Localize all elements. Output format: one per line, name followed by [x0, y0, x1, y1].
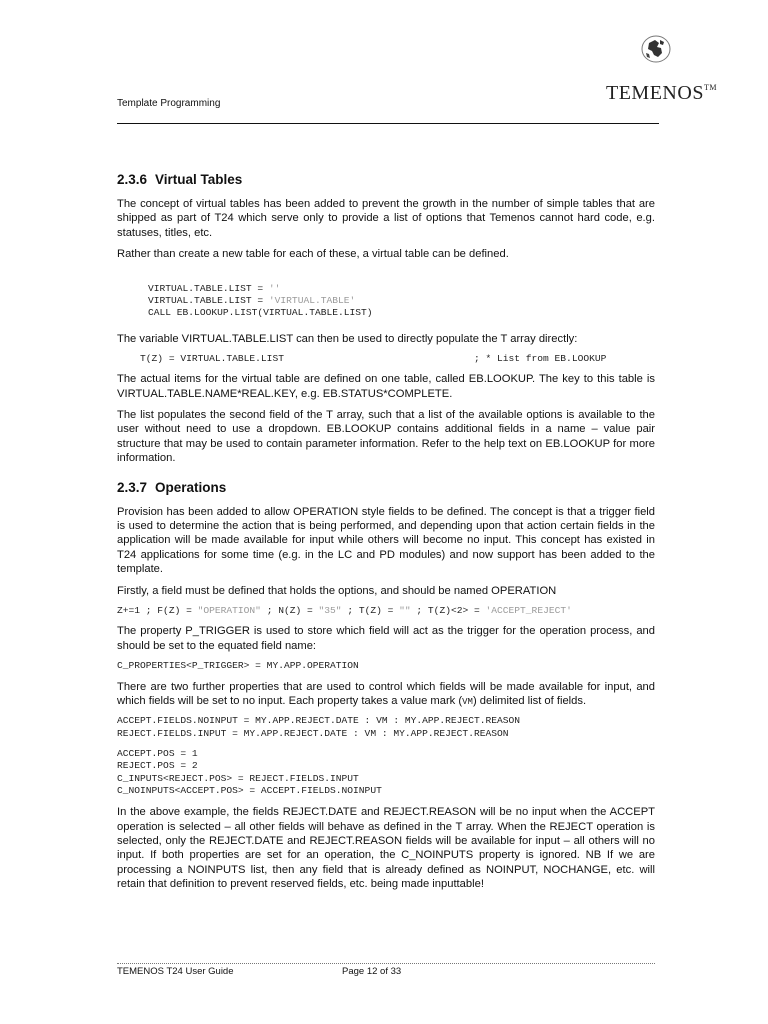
paragraph: There are two further properties that are used to control which fields will be made available for input, and which fields will be set to no input. Each property takes a value mark (VM) delimited list of fields. [117, 680, 655, 707]
trademark-mark: TM [703, 83, 717, 92]
code-block-field-lists: ACCEPT.FIELDS.NOINPUT = MY.APP.REJECT.DATE : VM : MY.APP.REJECT.REASON REJECT.FIELDS.INPUT = MY.APP.REJECT.DATE : VM : MY.APP.REJECT.REASON [117, 715, 521, 739]
code-line-operation-field: Z+=1 ; F(Z) = "OPERATION" ; N(Z) = "35" ; T(Z) = "" ; T(Z)<2> = 'ACCEPT_REJECT' [117, 605, 572, 617]
code-line-t-array: T(Z) = VIRTUAL.TABLE.LIST ; * List from EB.LOOKUP [117, 352, 607, 364]
section-title: Operations [155, 479, 227, 495]
code-line-trigger: C_PROPERTIES<P_TRIGGER> = MY.APP.OPERATION [117, 660, 359, 672]
globe-logo-icon [640, 34, 672, 64]
logo-wordmark: TEMENOS™ [606, 82, 717, 104]
paragraph: Provision has been added to allow OPERATION style fields to be defined. The concept is that a trigger field is used to determine the action that is being performed, and depending upon that action certain fields in the application will be made available for input while others will become no input. This concept has existed in T24 applications for some time (e.g. in the LC and PD modules) and now support has been added to the template. [117, 505, 655, 576]
section-number: 2.3.7 [117, 479, 148, 495]
footer-rule [117, 963, 655, 964]
paragraph: The concept of virtual tables has been added to prevent the growth in the number of simple tables that are shipped as part of T24 which serve only to provide a list of options that Temenos cannot hard code, e.g. statuses, titles, etc. [117, 198, 655, 239]
temenos-logo [606, 30, 716, 110]
header-rule [117, 123, 659, 124]
footer-page-number: Page 12 of 33 [342, 966, 402, 977]
paragraph: The list populates the second field of the T array, such that a list of the available options is available to the user without need to use a dropdown. EB.LOOKUP contains additional fields in a name – value pair structure that may be used to contain parameter information. Refer to the help text on EB.LOOKUP for more information. [117, 409, 655, 465]
section-number: 2.3.6 [117, 172, 148, 187]
code-block-positions: ACCEPT.POS = 1 REJECT.POS = 2 C_INPUTS<REJECT.POS> = REJECT.FIELDS.INPUT C_NOINPUTS<ACCEPT.POS> = ACCEPT.FIELDS.NOINPUT [117, 747, 382, 796]
section-title: Virtual Tables [155, 172, 243, 187]
section-heading-virtual-tables [117, 172, 655, 187]
section-heading-operations [117, 480, 655, 495]
paragraph: Firstly, a field must be defined that holds the options, and should be named OPERATION [117, 584, 557, 597]
paragraph: In the above example, the fields REJECT.DATE and REJECT.REASON will be no input when the ACCEPT operation is selected – all other fields will behave as defined in the T array. When the REJECT operation is selected, only the REJECT.DATE and REJECT.REASON fields will be available for input – all others will no input. If both properties are set for an operation, the C_NOINPUTS property is ignored. NB If we are processing a NOINPUTS list, then any field that is already defined as NOINPUT, NOCHANGE, etc. will retain that definition to prevent reserved fields, etc. being made inputtable! [117, 806, 655, 891]
paragraph: Rather than create a new table for each of these, a virtual table can be defined. [117, 248, 509, 261]
paragraph: The actual items for the virtual table are defined on one table, called EB.LOOKUP. The key to this table is VIRTUAL.TABLE.NAME*REAL.KEY, e.g. EB.STATUS*COMPLETE. [117, 373, 655, 400]
footer-doc-name: TEMENOS T24 User Guide [117, 966, 234, 977]
page-content [117, 172, 655, 899]
code-block-virtual-table: VIRTUAL.TABLE.LIST = '' VIRTUAL.TABLE.LIST = 'VIRTUAL.TABLE' CALL EB.LOOKUP.LIST(VIRTUAL.TABLE.LIST) [148, 282, 373, 319]
paragraph: The variable VIRTUAL.TABLE.LIST can then be used to directly populate the T array directly: [117, 332, 578, 345]
header-doc-title: Template Programming [117, 98, 221, 109]
paragraph: The property P_TRIGGER is used to store which field will act as the trigger for the operation process, and should be set to the equated field name: [117, 625, 655, 652]
